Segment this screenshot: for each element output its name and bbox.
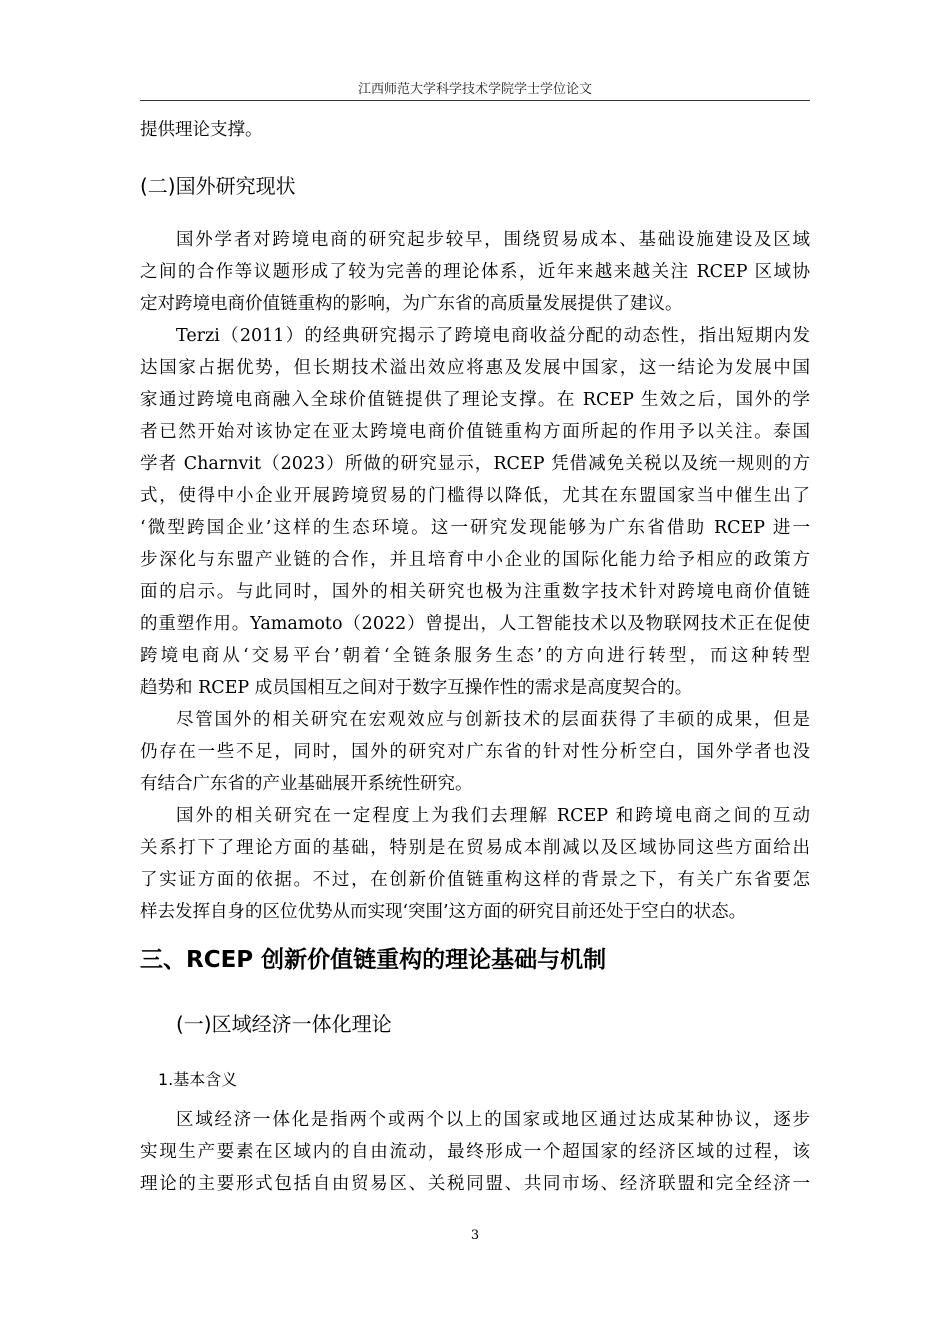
- text-line: 步深化与东盟产业链的合作，并且培育中小企业的国际化能力给予相应的政策方: [140, 550, 810, 570]
- running-header: 江西师范大学科学技术学院学士学位论文: [357, 82, 592, 97]
- text-line: 国外的相关研究在一定程度上为我们去理解 RCEP 和跨境电商之间的互动: [176, 806, 810, 826]
- text-line: 者已然开始对该协定在亚太跨境电商价值链重构方面所起的作用予以关注。泰国: [140, 422, 810, 442]
- text-line: 家通过跨境电商融入全球价值链提供了理论支撑。在 RCEP 生效之后，国外的学: [140, 390, 810, 410]
- section-heading-foreign-research: (二)国外研究现状: [140, 174, 296, 198]
- text-line: 尽管国外的相关研究在宏观效应与创新技术的层面获得了丰硕的成果，但是: [176, 710, 810, 730]
- paragraph: [140, 224, 810, 320]
- paragraph: [140, 704, 810, 800]
- paragraph: [140, 320, 810, 704]
- paragraph: [140, 800, 810, 928]
- text-line: 趋势和 RCEP 成员国相互之间对于数字互操作性的需求是高度契合的。: [140, 678, 693, 698]
- text-line: 样去发挥自身的区位优势从而实现‘突围’这方面的研究目前还处于空白的状态。: [140, 902, 747, 922]
- text-line: 跨境电商从‘交易平台’朝着‘全链条服务生态’的方向进行转型，而这种转型: [140, 646, 810, 666]
- text-line: 关系打下了理论方面的基础，特别是在贸易成本削减以及区域协同这些方面给出: [140, 838, 810, 858]
- text-line: 定对跨境电商价值链重构的影响，为广东省的高质量发展提供了建议。: [140, 294, 683, 314]
- page-number: 3: [470, 1228, 480, 1243]
- subsection-heading: 1.基本含义: [158, 1070, 238, 1089]
- text-line: 的重塑作用。Yamamoto（2022）曾提出，人工智能技术以及物联网技术正在促使: [140, 614, 810, 634]
- text-line: 理论的主要形式包括自由贸易区、关税同盟、共同市场、经济联盟和完全经济一: [140, 1174, 810, 1194]
- text-line: 之间的合作等议题形成了较为完善的理论体系，近年来越来越关注 RCEP 区域协: [140, 262, 810, 282]
- text-line: 学者 Charnvit（2023）所做的研究显示，RCEP 凭借减免关税以及统一规则的方: [140, 454, 810, 474]
- text-line: 了实证方面的依据。不过，在创新价值链重构这样的背景之下，有关广东省要怎: [140, 870, 810, 890]
- text-line: 仍存在一些不足，同时，国外的研究对广东省的针对性分析空白，国外学者也没: [140, 742, 810, 762]
- text-line: 达国家占据优势，但长期技术溢出效应将惠及发展中国家，这一结论为发展中国: [140, 358, 810, 378]
- text-line: 面的启示。与此同时，国外的相关研究也极为注重数字技术针对跨境电商价值链: [140, 582, 810, 602]
- text-line: 提供理论支撑。: [140, 120, 263, 140]
- continued-text: [140, 114, 810, 146]
- header-rule: [140, 100, 810, 101]
- text-line: ‘微型跨国企业’这样的生态环境。这一研究发现能够为广东省借助 RCEP 进一: [140, 518, 810, 538]
- text-line: 国外学者对跨境电商的研究起步较早，围绕贸易成本、基础设施建设及区域: [176, 230, 810, 250]
- chapter-heading: 三、RCEP 创新价值链重构的理论基础与机制: [140, 947, 607, 973]
- text-line: 式，使得中小企业开展跨境贸易的门槛得以降低，尤其在东盟国家当中催生出了: [140, 486, 810, 506]
- text-line: 有结合广东省的产业基础展开系统性研究。: [140, 774, 473, 794]
- text-line: Terzi（2011）的经典研究揭示了跨境电商收益分配的动态性，指出短期内发: [176, 326, 810, 346]
- paragraph: [140, 1104, 810, 1200]
- section-heading-regional-integration: (一)区域经济一体化理论: [176, 1012, 392, 1036]
- text-line: 区域经济一体化是指两个或两个以上的国家或地区通过达成某种协议，逐步: [176, 1110, 810, 1130]
- text-line: 实现生产要素在区域内的自由流动，最终形成一个超国家的经济区域的过程，该: [140, 1142, 810, 1162]
